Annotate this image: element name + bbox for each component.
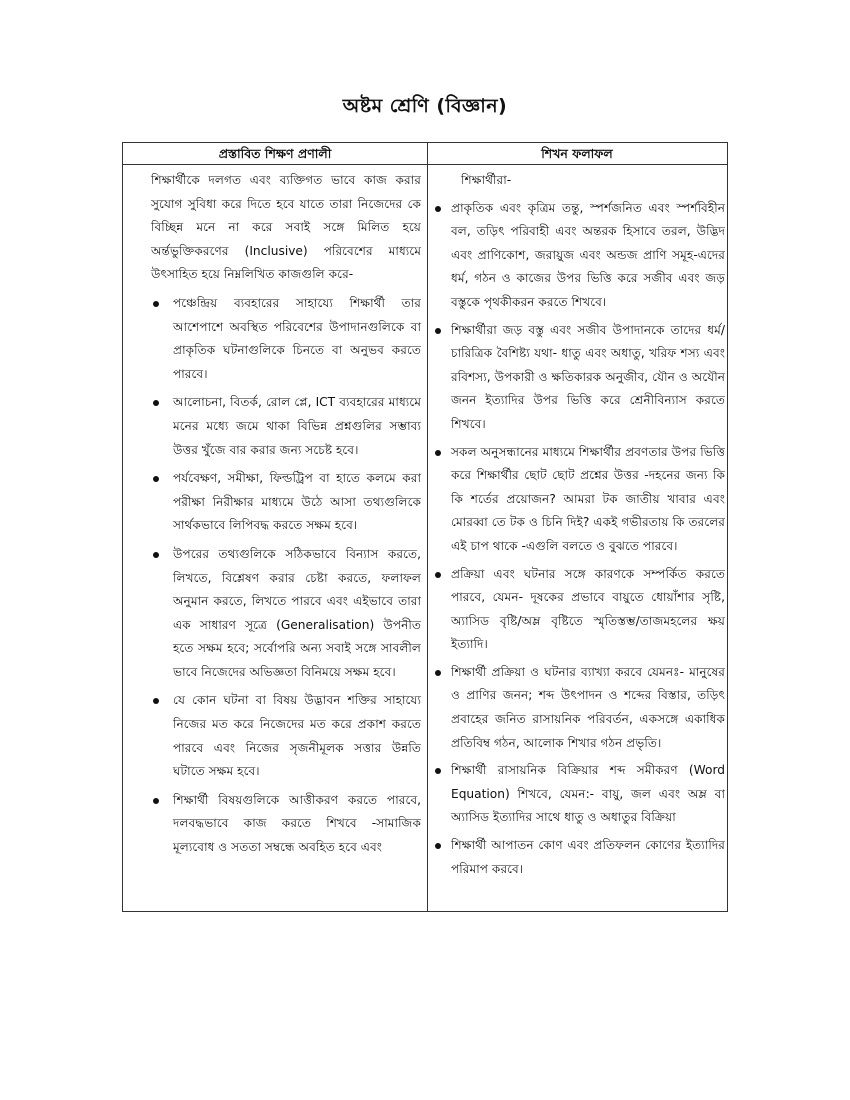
list-item-text: প্রক্রিয়া এবং ঘটনার সঙ্গে কারণকে সম্পর্কিত করতে পারবে, যেমন- দূষকের প্রভাবে বায়ুতে ধোয়াঁশার সৃষ্টি, অ্যাসিড বৃষ্টি/অম্ল বৃষ্টিতে স্মৃতিস্তম্ভ/তাজমহলের ক্ষয় ইত্যাদি।	[451, 566, 725, 652]
list-item-text: শিক্ষার্থীরা জড় বস্তু এবং সজীব উপাদানকে তাদের ধর্ম/ চারিত্রিক বৈশিষ্ট্য যথা- ধাতু এবং অধাতু, খরিফ শস্য এবং রবিশস্য, উপকারী ও ক্ষতিকারক অনুজীব, যৌন ও অযৌন জনন ইত্যাদির উপর ভিত্তি করে শ্রেনীবিন্যাস করতে শিখবে।	[451, 322, 725, 431]
bullet-icon	[435, 670, 441, 676]
bullet-icon	[153, 301, 159, 307]
list-item-text: পঞ্চেন্দ্রিয় ব্যবহারের সাহায্যে শিক্ষার্থী তার আশেপাশে অবস্থিত পরিবেশের উপাদানগুলিকে বা প্রাকৃতিক ঘটনাগুলিকে চিনতে বা অনুভব করতে পারবে।	[173, 295, 421, 381]
list-item-text: শিক্ষার্থী বিষয়গুলিকে আত্তীকরণ করতে পারবে, দলবদ্ধভাবে কাজ করতে শিখবে -সামাজিক মূল্যবোধ ও সততা সম্বন্ধে অবহিত হবে এবং	[173, 792, 421, 855]
page-title: অষ্টম শ্রেণি (বিজ্ঞান)	[342, 95, 508, 117]
list-item-text: শিক্ষার্থী আপাতন কোণ এবং প্রতিফলন কোণের ইত্যাদির পরিমাপ করবে।	[451, 838, 725, 876]
bullet-icon	[153, 798, 159, 804]
column-divider	[427, 143, 428, 911]
list-item-text: সকল অনুসন্ধানের মাধ্যমে শিক্ষার্থীর প্রবণতার উপর ভিত্তি করে শিক্ষার্থীর ছোট ছোট প্রশ্নের উত্তর -দহনের জন্য কি কি শর্তের প্রয়োজন? আমরা টক জাতীয় খাবার এবং মোরব্বা তে টক ও চিনি দিই? একই গভীরতায় কি তরলের এই চাপ থাকে -এগুলি বলতে ও বুঝতে পারবে।	[451, 444, 725, 553]
list-item	[145, 467, 421, 538]
list-item	[433, 197, 725, 315]
bullet-icon	[435, 450, 441, 456]
teaching-method-list	[145, 292, 421, 860]
list-item	[433, 441, 725, 559]
list-item	[433, 661, 725, 755]
list-item	[145, 292, 421, 386]
list-item	[433, 563, 725, 657]
bullet-icon	[435, 572, 441, 578]
table-header-row	[123, 143, 727, 165]
list-item-text: প্রাকৃতিক এবং কৃত্রিম তন্তু, স্পর্শজনিত এবং স্পর্শবিহীন বল, তড়িৎ পরিবাহী এবং অন্তরক হিসাবে তরল, উদ্ভিদ এবং প্রাণিকোশ, জরায়ুজ এবং অন্ডজ প্রাণি সমূহ-এদের ধর্ম, গঠন ও কাজের উপর ভিত্তি করে সজীব এবং জড় বস্তুকে পৃথকীকরন করতে শিখবে।	[451, 200, 725, 309]
bullet-icon	[153, 552, 159, 558]
list-item	[145, 391, 421, 462]
bullet-icon	[435, 843, 441, 849]
header-learning-outcomes: শিখন ফলাফল	[541, 146, 613, 161]
bullet-icon	[435, 328, 441, 334]
learning-outcomes-list	[433, 197, 725, 882]
list-item	[433, 834, 725, 881]
bullet-icon	[435, 768, 441, 774]
list-item-text: শিক্ষার্থী প্রক্রিয়া ও ঘটনার ব্যাখ্যা করবে যেমনঃ- মানুষের ও প্রাণির জনন; শব্দ উৎপাদন ও শব্দের বিস্তার, তড়িৎ প্রবাহের জনিত রাসায়নিক পরিবর্তন, একসঙ্গে একাধিক প্রতিবিম্ব গঠন, আলোক শিখার গঠন প্রভৃতি।	[451, 664, 725, 750]
list-item	[433, 759, 725, 830]
learning-outcomes-intro: শিক্ষার্থীরা-	[461, 173, 512, 187]
list-item-text: উপরের তথ্যগুলিকে সঠিকভাবে বিন্যাস করতে, লিখতে, বিশ্লেষণ করার চেষ্টা করতে, ফলাফল অনুমান করতে, লিখতে পারবে এবং এইভাবে তারা এক সাধারণ সূত্রে (Generalisation) উপনীত হতে সক্ষম হবে; সর্বোপরি অন্য সবাই সঙ্গে সাবলীল ভাবে নিজেদের অভিজ্ঞতা বিনিময়ে সক্ষম হবে।	[173, 546, 421, 679]
list-item-text: আলোচনা, বিতর্ক, রোল প্লে, ICT ব্যবহারের মাধ্যমে মনের মধ্যে জমে থাকা বিভিন্ন প্রশ্নগুলির সম্ভাব্য উত্তর খুঁজে বার করার জন্য সচেষ্ট হবে।	[173, 395, 421, 457]
header-teaching-method: প্রস্তাবিত শিক্ষণ প্রণালী	[218, 146, 332, 161]
bullet-icon	[153, 476, 159, 482]
learning-outcomes-column	[433, 169, 725, 881]
bullet-icon	[435, 206, 441, 212]
list-item	[145, 543, 421, 685]
teaching-method-column	[145, 169, 421, 860]
bullet-icon	[153, 400, 159, 406]
bullet-icon	[153, 698, 159, 704]
list-item	[433, 319, 725, 437]
list-item	[145, 789, 421, 860]
curriculum-table	[122, 142, 728, 912]
list-item-text: পর্যবেক্ষণ, সমীক্ষা, ফিল্ডট্রিপ বা হাতে কলমে করা পরীক্ষা নিরীক্ষার মাধ্যমে উঠে আসা তথ্যগুলিকে সার্থকভাবে লিপিবদ্ধ করতে সক্ষম হবে।	[173, 471, 421, 533]
list-item-text: শিক্ষার্থী রাসায়নিক বিক্রিয়ার শব্দ সমীকরণ (Word Equation) শিখবে, যেমন:- বায়ু, জল এবং অম্ল বা অ্যাসিড ইত্যাদির সাথে ধাতু ও অধাতুর বিক্রিয়া	[451, 763, 725, 825]
list-item	[145, 689, 421, 783]
list-item-text: যে কোন ঘটনা বা বিষয় উদ্ভাবন শক্তির সাহায্যে নিজের মত করে নিজেদের মত করে প্রকাশ করতে পারবে এবং নিজের সৃজনীমূলক সত্তার উন্নতি ঘটাতে সক্ষম হবে।	[173, 693, 421, 779]
teaching-method-intro: শিক্ষার্থীকে দলগত এবং ব্যক্তিগত ভাবে কাজ করার সুযোগ সুবিধা করে দিতে হবে যাতে তারা নিজেদের কে বিচ্ছিন্ন মনে না করে সবাই সঙ্গে মিলিত হয়ে অর্ন্তভুক্তিকরণের (Inclusive) পরিবেশের মাধ্যমে উৎসাহিত হয়ে নিম্নলিখিত কাজগুলি করে-	[151, 173, 421, 282]
